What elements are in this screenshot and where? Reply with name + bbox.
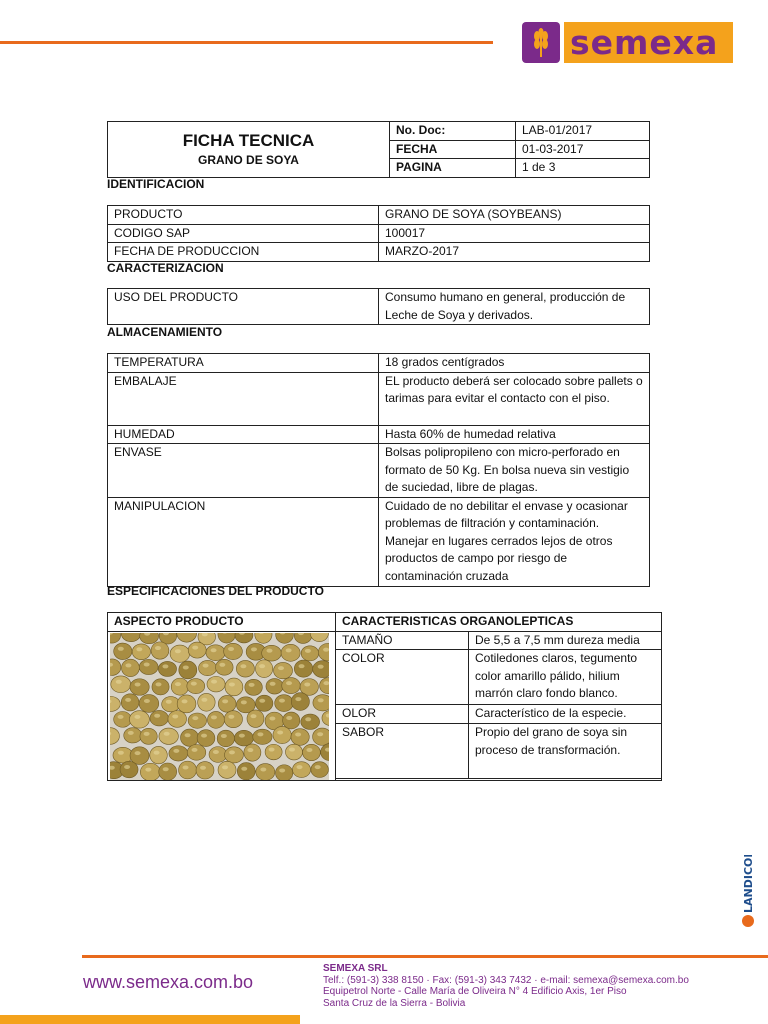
organolepticas-header: CARACTERISTICAS ORGANOLEPTICAS [336,613,662,632]
section-especificaciones: ESPECIFICACIONES DEL PRODUCTO [107,584,324,598]
doc-number-label: No. Doc: [390,122,516,141]
title-cell [108,122,390,178]
semexa-logo [522,22,733,63]
caracterizacion-table [107,288,650,325]
field-value: 100017 [379,224,650,243]
especificaciones-table [107,612,662,781]
footer-company: SEMEXA SRL [323,963,388,974]
field-label: USO DEL PRODUCTO [108,289,379,325]
header-table [107,121,650,178]
spacer-cell [336,779,662,780]
footer-contact [323,963,689,1009]
date-label: FECHA [390,140,516,159]
page-value: 1 de 3 [516,159,650,178]
field-value: GRANO DE SOYA (SOYBEANS) [379,206,650,225]
landicorp-logo [738,855,758,930]
landicorp-text: LANDICORP [742,855,755,913]
field-value: Cuidado de no debilitar el envase y ocasionar problemas de filtración y contaminación. Manejar en lugares cerrados lejos de otros productos de campo por riesgo de contaminación cruzada [379,497,650,586]
identificacion-table [107,205,650,262]
attr-value: De 5,5 a 7,5 mm dureza media [469,631,662,650]
attr-label: OLOR [336,705,469,724]
field-label: CODIGO SAP [108,224,379,243]
field-label: ENVASE [108,444,379,498]
field-label: TEMPERATURA [108,354,379,373]
page-label: PAGINA [390,159,516,178]
product-image-cell [108,631,336,780]
document-title: FICHA TECNICA [182,131,315,151]
field-label: MANIPULACION [108,497,379,586]
date-value: 01-03-2017 [516,140,650,159]
field-value: 18 grados centígrados [379,354,650,373]
footer-rule [82,955,768,958]
section-caracterizacion: CARACTERIZACION [107,261,224,275]
document-subtitle: GRANO DE SOYA [198,153,299,168]
footer-accent-bar [0,1015,300,1024]
logo-wordmark: semexa [564,22,733,63]
aspecto-header: ASPECTO PRODUCTO [108,613,336,632]
section-identificacion: IDENTIFICACION [107,177,205,191]
section-almacenamiento: ALMACENAMIENTO [107,325,223,339]
field-label: HUMEDAD [108,425,379,444]
attr-label: SABOR [336,724,469,779]
field-label: PRODUCTO [108,206,379,225]
field-value: Bolsas polipropileno con micro-perforado en formato de 50 Kg. En bolsa nueva sin vestigio de suciedad, libre de plagas. [379,444,650,498]
field-value: Consumo humano en general, producción de Leche de Soya y derivados. [379,289,650,325]
attr-value: Característico de la especie. [469,705,662,724]
field-value: EL producto deberá ser colocado sobre pallets o tarimas para evitar el contacto con el piso. [379,372,650,425]
doc-number-value: LAB-01/2017 [516,122,650,141]
attr-value: Propio del grano de soya sin proceso de transformación. [469,724,662,779]
header-rule [0,41,493,44]
website-link[interactable]: www.semexa.com.bo [83,972,254,992]
attr-value: Cotiledones claros, tegumento color amarillo pálido, hilium marrón claro fondo blanco. [469,650,662,705]
field-value: Hasta 60% de humedad relativa [379,425,650,444]
field-label: EMBALAJE [108,372,379,425]
attr-label: COLOR [336,650,469,705]
attr-label: TAMAÑO [336,631,469,650]
field-label: FECHA DE PRODUCCION [108,243,379,262]
soybean-photo [110,633,329,780]
field-value: MARZO-2017 [379,243,650,262]
footer-address-line: Equipetrol Norte - Calle María de Oliveira N° 4 Edificio Axis, 1er Piso [323,986,627,997]
wheat-icon [522,22,560,63]
footer-city-line: Santa Cruz de la Sierra - Bolivia [323,997,466,1009]
footer-contact-line: Telf.: (591-3) 338 8150 · Fax: (591-3) 343 7432 · e-mail: semexa@semexa.com.bo [323,974,689,986]
almacenamiento-table [107,353,650,587]
